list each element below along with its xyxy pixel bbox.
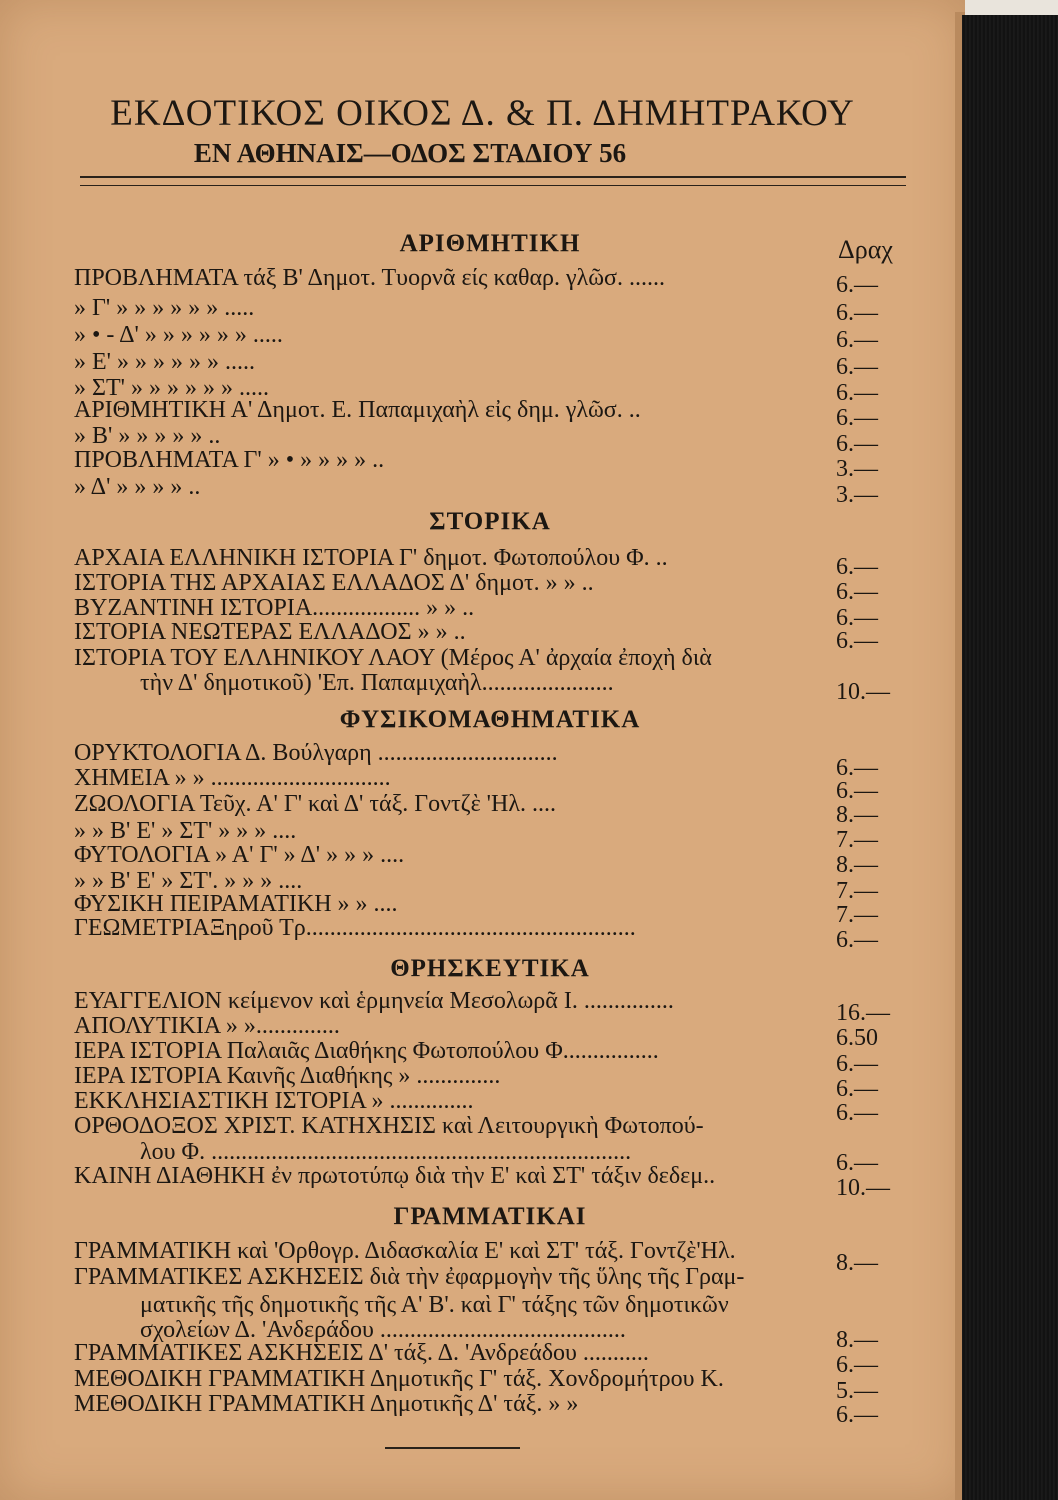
catalog-line: ΙΕΡΑ ΙΣΤΟΡΙΑ Παλαιᾶς Διαθήκης Φωτοπούλου Φ................	[74, 1038, 659, 1064]
price: 6.—	[836, 405, 878, 431]
catalog-line: ΜΕΘΟΔΙΚΗ ΓΡΑΜΜΑΤΙΚΗ Δημοτικῆς Γ' τάξ. Χονδρομήτρου Κ.	[74, 1366, 724, 1392]
section-title-religion: ΘΡΗΣΚΕΥΤΙΚΑ	[390, 955, 590, 982]
catalog-line: λου Φ. ......................................................................	[140, 1139, 632, 1165]
catalog-line: » » Β' Ε' » ΣΤ' » » » ....	[74, 818, 297, 844]
publisher-address: ΕΝ ΑΘΗΝΑΙΣ—ΟΔΟΣ ΣΤΑΔΙΟΥ 56	[193, 138, 627, 168]
catalog-line: ΑΡΙΘΜΗΤΙΚΗ Α' Δημοτ. Ε. Παπαμιχαὴλ εἰς δημ. γλῶσ. ..	[74, 397, 641, 423]
price: 6.—	[836, 327, 878, 353]
catalog-line: » Γ' » » » » » » .....	[74, 295, 255, 321]
catalog-line: ΟΡΘΟΔΟΞΟΣ ΧΡΙΣΤ. ΚΑΤΗΧΗΣΙΣ καὶ Λειτουργικὴ Φωτοπού-	[74, 1113, 704, 1139]
catalog-line: ΑΡΧΑΙΑ ΕΛΛΗΝΙΚΗ ΙΣΤΟΡΙΑ Γ' δημοτ. Φωτοπούλου Φ. ..	[74, 545, 668, 571]
price: 6.—	[836, 554, 878, 580]
catalog-line: ΠΡΟΒΛΗΜΑΤΑ τάξ Β' Δημοτ. Τυορνᾶ είς καθαρ. γλῶσ. ......	[74, 265, 665, 291]
price: 8.—	[836, 1327, 878, 1353]
price: 8.—	[836, 1250, 878, 1276]
catalog-line: ΒΥΖΑΝΤΙΝΗ ΙΣΤΟΡΙΑ.................. » » ..	[74, 595, 475, 621]
footer-rule	[385, 1447, 520, 1449]
catalog-line: ΖΩΟΛΟΓΙΑ Τεῦχ. Α' Γ' καὶ Δ' τάξ. Γοντζὲ 'Ηλ. ....	[74, 791, 556, 817]
catalog-line: ΜΕΘΟΔΙΚΗ ΓΡΑΜΜΑΤΙΚΗ Δημοτικῆς Δ' τάξ. » »	[74, 1391, 579, 1417]
section-title-history: ΣΤΟΡΙΚΑ	[429, 508, 551, 535]
catalog-line: » Β' » » » » » ..	[74, 423, 221, 449]
header-rule-bottom	[80, 185, 906, 186]
price: 7.—	[836, 827, 878, 853]
price: 6.—	[836, 605, 878, 631]
price: 6.—	[836, 755, 878, 781]
price: 6.—	[836, 1076, 878, 1102]
section-title-grammar: ΓΡΑΜΜΑΤΙΚΑΙ	[393, 1203, 587, 1230]
catalog-line: ΕΚΚΛΗΣΙΑΣΤΙΚΗ ΙΣΤΟΡΙΑ » ..............	[74, 1088, 474, 1114]
catalog-line: ΙΕΡΑ ΙΣΤΟΡΙΑ Καινῆς Διαθήκης » ..............	[74, 1063, 501, 1089]
catalog-line: » » Β' Ε' » ΣΤ'. » » » ....	[74, 868, 303, 894]
price: 6.—	[836, 354, 878, 380]
catalog-line: » ΣΤ' » » » » » » .....	[74, 375, 269, 401]
price: 6.—	[836, 272, 878, 298]
price: 6.—	[836, 1100, 878, 1126]
book-spine	[962, 15, 1058, 1500]
catalog-line: ΓΕΩΜΕΤΡΙΑΞηροῦ Τρ.......................................................	[74, 915, 636, 941]
price: 7.—	[836, 902, 878, 928]
catalog-line: ΓΡΑΜΜΑΤΙΚΗ καὶ 'Ορθογρ. Διδασκαλία Ε' καὶ ΣΤ' τάξ. Γοντζὲ'Ηλ.	[74, 1238, 736, 1264]
catalog-line: σχολείων Δ. 'Ανδεράδου .........................................	[140, 1317, 626, 1343]
price: 6.—	[836, 1402, 878, 1428]
price: 6.—	[836, 380, 878, 406]
price: 10.—	[836, 679, 890, 705]
price: 6.—	[836, 778, 878, 804]
catalog-line: ΠΡΟΒΛΗΜΑΤΑ Γ' » • » » » » ..	[74, 447, 385, 473]
catalog-line: ΓΡΑΜΜΑΤΙΚΕΣ ΑΣΚΗΣΕΙΣ Δ' τάξ. Δ. 'Ανδρεάδου ...........	[74, 1340, 649, 1366]
price: 16.—	[836, 1000, 890, 1026]
catalog-line: ΟΡΥΚΤΟΛΟΓΙΑ Δ. Βούλγαρη ..............................	[74, 740, 558, 766]
price: 3.—	[836, 456, 878, 482]
currency-label: Δραχ	[838, 235, 893, 264]
catalog-line: » Ε' » » » » » » .....	[74, 349, 255, 375]
catalog-line: τὴν Δ' δημοτικοῦ) 'Επ. Παπαμιχαὴλ......................	[140, 670, 614, 696]
catalog-line: ΙΣΤΟΡΙΑ ΝΕΩΤΕΡΑΣ ΕΛΛΑΔΟΣ » » ..	[74, 619, 466, 645]
catalog-line: ΙΣΤΟΡΙΑ ΤΗΣ ΑΡΧΑΙΑΣ ΕΛΛΑΔΟΣ Δ' δημοτ. » » ..	[74, 570, 594, 596]
price: 6.—	[836, 927, 878, 953]
publisher-name: ΕΚΔΟΤΙΚΟΣ ΟΙΚΟΣ Δ. & Π. ΔΗΜΗΤΡΑΚΟΥ	[110, 93, 855, 134]
price: 6.—	[836, 579, 878, 605]
section-title-arithmetic: ΑΡΙΘΜΗΤΙΚΗ	[399, 230, 581, 257]
price: 6.—	[836, 628, 878, 654]
price: 6.—	[836, 431, 878, 457]
section-title-science: ΦΥΣΙΚΟΜΑΘΗΜΑΤΙΚΑ	[339, 706, 641, 733]
catalog-line: » • - Δ' » » » » » » .....	[74, 322, 283, 348]
catalog-line: ΦΥΣΙΚΗ ΠΕΙΡΑΜΑΤΙΚΗ » » ....	[74, 891, 398, 917]
price: 6.—	[836, 1051, 878, 1077]
catalog-line: ΧΗΜΕΙΑ » » ..............................	[74, 765, 391, 791]
price: 6.—	[836, 1150, 878, 1176]
price: 3.—	[836, 482, 878, 508]
price: 8.—	[836, 852, 878, 878]
catalog-line: ΦΥΤΟΛΟΓΙΑ » Α' Γ' » Δ' » » » ....	[74, 842, 405, 868]
catalog-line: ΚΑΙΝΗ ΔΙΑΘΗΚΗ ἐν πρωτοτύπῳ διὰ τὴν Ε' καὶ ΣΤ' τάξιν δεδεμ..	[74, 1163, 716, 1189]
price: 5.—	[836, 1378, 878, 1404]
catalog-line: ΑΠΟΛΥΤΙΚΙΑ » »..............	[74, 1013, 340, 1039]
catalog-line: ΕΥΑΓΓΕΛΙΟΝ κείμενον καὶ ἑρμηνεία Μεσολωρᾶ Ι. ...............	[74, 988, 674, 1014]
header-rule-top	[80, 176, 906, 178]
price: 6.—	[836, 1352, 878, 1378]
price: 6.50	[836, 1025, 878, 1051]
catalog-line: ΙΣΤΟΡΙΑ ΤΟΥ ΕΛΛΗΝΙΚΟΥ ΛΑΟΥ (Μέρος Α' ἀρχαία ἐποχὴ διὰ	[74, 645, 712, 671]
price: 10.—	[836, 1175, 890, 1201]
price: 8.—	[836, 802, 878, 828]
catalog-line: » Δ' » » » » ..	[74, 474, 201, 500]
catalog-line: ΓΡΑΜΜΑΤΙΚΕΣ ΑΣΚΗΣΕΙΣ διὰ τὴν ἐφαρμογὴν τῆς ὕλης τῆς Γραμ-	[74, 1264, 745, 1290]
price: 6.—	[836, 300, 878, 326]
catalog-line: ματικῆς τῆς δημοτικῆς τῆς Α' Β'. καὶ Γ' τάξης τῶν δημοτικῶν	[140, 1292, 729, 1318]
price: 7.—	[836, 878, 878, 904]
